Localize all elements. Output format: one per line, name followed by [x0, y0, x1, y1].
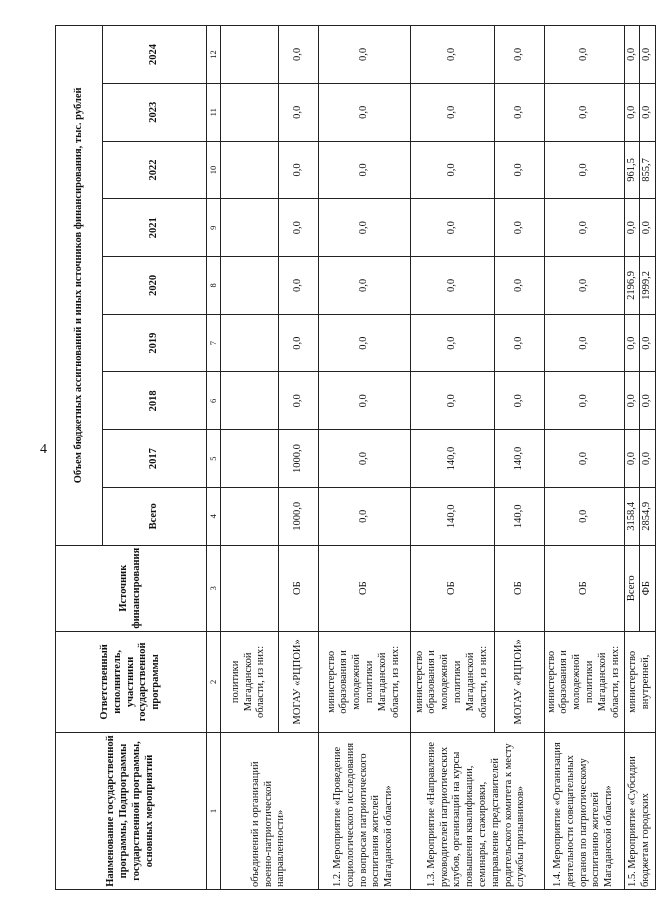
value-cell: 0,0 — [278, 314, 318, 372]
value-cell: 0,0 — [278, 83, 318, 141]
row-name: 1.4. Мероприятие «Организация деятельности совещательных органов по патриотическому воспитанию жителей Магаданской области» — [544, 733, 624, 890]
value-cell: 0,0 — [318, 199, 410, 257]
header-year: Всего — [103, 487, 207, 545]
value-cell: 0,0 — [544, 257, 624, 315]
value-cell: 0,0 — [640, 372, 656, 430]
header-year: 2021 — [103, 199, 207, 257]
value-cell: 0,0 — [640, 83, 656, 141]
value-cell: 0,0 — [544, 314, 624, 372]
value-cell: 0,0 — [494, 26, 544, 84]
row-source — [220, 545, 278, 631]
value-cell: 0,0 — [640, 199, 656, 257]
row-name: 1.3. Мероприятие «Направление руководителей патриотических клубов, организаций на курсы повышения квалификации, семинары, стажировки, направление представителей родительского комитета к месту службы призывников» — [410, 733, 544, 890]
value-cell: 0,0 — [494, 83, 544, 141]
value-cell: 0,0 — [624, 26, 640, 84]
value-cell: 0,0 — [494, 372, 544, 430]
row-executor: МОГАУ «РЦПОИ» — [494, 631, 544, 732]
table-row — [544, 26, 624, 890]
value-cell: 140,0 — [410, 430, 494, 488]
column-index: 6 — [207, 372, 221, 430]
value-cell: 0,0 — [318, 141, 410, 199]
header-source: Источник финансирования — [56, 545, 207, 631]
row-source: Всего — [624, 545, 640, 631]
value-cell: 0,0 — [318, 430, 410, 488]
value-cell: 855,7 — [640, 141, 656, 199]
value-cell: 0,0 — [278, 257, 318, 315]
value-cell: 0,0 — [640, 430, 656, 488]
value-cell: 1000,0 — [278, 487, 318, 545]
row-name: объединений и организаций военно-патриотической направленности» — [220, 733, 318, 890]
row-name: 1.2. Мероприятие «Проведение социологического исследования по вопросам патриотического воспитания жителей Магаданской области» — [318, 733, 410, 890]
value-cell: 0,0 — [410, 372, 494, 430]
value-cell — [220, 257, 278, 315]
value-cell: 0,0 — [318, 372, 410, 430]
header-funding-group: Объем бюджетных ассигнований и иных источников финансирования, тыс. рублей — [56, 26, 103, 546]
value-cell: 0,0 — [544, 199, 624, 257]
value-cell: 0,0 — [624, 314, 640, 372]
row-source: ОБ — [410, 545, 494, 631]
value-cell: 0,0 — [544, 487, 624, 545]
value-cell: 0,0 — [544, 26, 624, 84]
row-source: ОБ — [278, 545, 318, 631]
header-year: 2017 — [103, 430, 207, 488]
header-executor: Ответственный исполнитель, участники государственной программы — [56, 631, 207, 732]
row-source: ОБ — [318, 545, 410, 631]
column-index: 2 — [207, 631, 221, 732]
value-cell: 0,0 — [278, 141, 318, 199]
value-cell: 0,0 — [410, 141, 494, 199]
value-cell — [220, 141, 278, 199]
column-index: 8 — [207, 257, 221, 315]
value-cell: 1000,0 — [278, 430, 318, 488]
value-cell: 140,0 — [494, 487, 544, 545]
value-cell — [220, 199, 278, 257]
value-cell — [220, 26, 278, 84]
value-cell: 0,0 — [640, 314, 656, 372]
column-index: 9 — [207, 199, 221, 257]
value-cell: 0,0 — [624, 372, 640, 430]
value-cell: 0,0 — [494, 257, 544, 315]
value-cell: 140,0 — [410, 487, 494, 545]
value-cell: 0,0 — [278, 26, 318, 84]
column-index: 3 — [207, 545, 221, 631]
value-cell: 0,0 — [410, 199, 494, 257]
header-year: 2020 — [103, 257, 207, 315]
header-year: 2019 — [103, 314, 207, 372]
column-index: 11 — [207, 83, 221, 141]
value-cell: 3158,4 — [624, 487, 640, 545]
row-executor: политики Магаданской области, из них: — [220, 631, 278, 732]
value-cell: 0,0 — [318, 26, 410, 84]
column-index-row — [207, 26, 221, 890]
value-cell — [220, 430, 278, 488]
column-index: 10 — [207, 141, 221, 199]
value-cell: 0,0 — [640, 26, 656, 84]
value-cell: 961,5 — [624, 141, 640, 199]
table-row — [318, 26, 410, 890]
row-source: ФБ — [640, 545, 656, 631]
row-executor: МОГАУ «РЦПОИ» — [278, 631, 318, 732]
value-cell: 0,0 — [624, 430, 640, 488]
value-cell: 2854,9 — [640, 487, 656, 545]
budget-table — [55, 25, 656, 890]
header-year: 2023 — [103, 83, 207, 141]
header-name: Наименование государственной программы, Подпрограммы государственной программы, основных мероприятий — [56, 733, 207, 890]
row-executor: министерство образования и молодежной политики Магаданской области, из них: — [544, 631, 624, 732]
value-cell: 0,0 — [494, 141, 544, 199]
header-year: 2024 — [103, 26, 207, 84]
value-cell: 140,0 — [494, 430, 544, 488]
value-cell: 0,0 — [410, 314, 494, 372]
value-cell: 1999,2 — [640, 257, 656, 315]
column-index: 1 — [207, 733, 221, 890]
value-cell — [220, 83, 278, 141]
row-source: ОБ — [494, 545, 544, 631]
value-cell: 0,0 — [410, 257, 494, 315]
value-cell: 0,0 — [544, 430, 624, 488]
row-name: 1.5. Мероприятие «Субсидии бюджетам городских — [624, 733, 656, 890]
row-executor: министерство образования и молодежной политики Магаданской области, из них: — [318, 631, 410, 732]
value-cell: 0,0 — [278, 372, 318, 430]
row-executor: министерство образования и молодежной политики Магаданской области, из них: — [410, 631, 494, 732]
table-row — [410, 26, 494, 890]
value-cell: 0,0 — [318, 314, 410, 372]
row-source: ОБ — [544, 545, 624, 631]
value-cell — [220, 372, 278, 430]
value-cell: 0,0 — [494, 314, 544, 372]
value-cell: 2196,9 — [624, 257, 640, 315]
row-executor: министерство внутренней, — [624, 631, 656, 732]
value-cell — [220, 487, 278, 545]
table-row — [624, 26, 640, 890]
rotated-table-page — [55, 25, 653, 890]
value-cell: 0,0 — [544, 141, 624, 199]
table-row — [220, 26, 278, 890]
value-cell — [220, 314, 278, 372]
value-cell: 0,0 — [410, 83, 494, 141]
column-index: 12 — [207, 26, 221, 84]
value-cell: 0,0 — [544, 372, 624, 430]
value-cell: 0,0 — [624, 83, 640, 141]
value-cell: 0,0 — [278, 199, 318, 257]
value-cell: 0,0 — [624, 199, 640, 257]
header-year: 2022 — [103, 141, 207, 199]
value-cell: 0,0 — [494, 199, 544, 257]
value-cell: 0,0 — [318, 257, 410, 315]
column-index: 4 — [207, 487, 221, 545]
value-cell: 0,0 — [318, 83, 410, 141]
page-number: 4 — [40, 442, 47, 457]
column-index: 5 — [207, 430, 221, 488]
value-cell: 0,0 — [318, 487, 410, 545]
value-cell: 0,0 — [544, 83, 624, 141]
value-cell: 0,0 — [410, 26, 494, 84]
header-year: 2018 — [103, 372, 207, 430]
column-index: 7 — [207, 314, 221, 372]
